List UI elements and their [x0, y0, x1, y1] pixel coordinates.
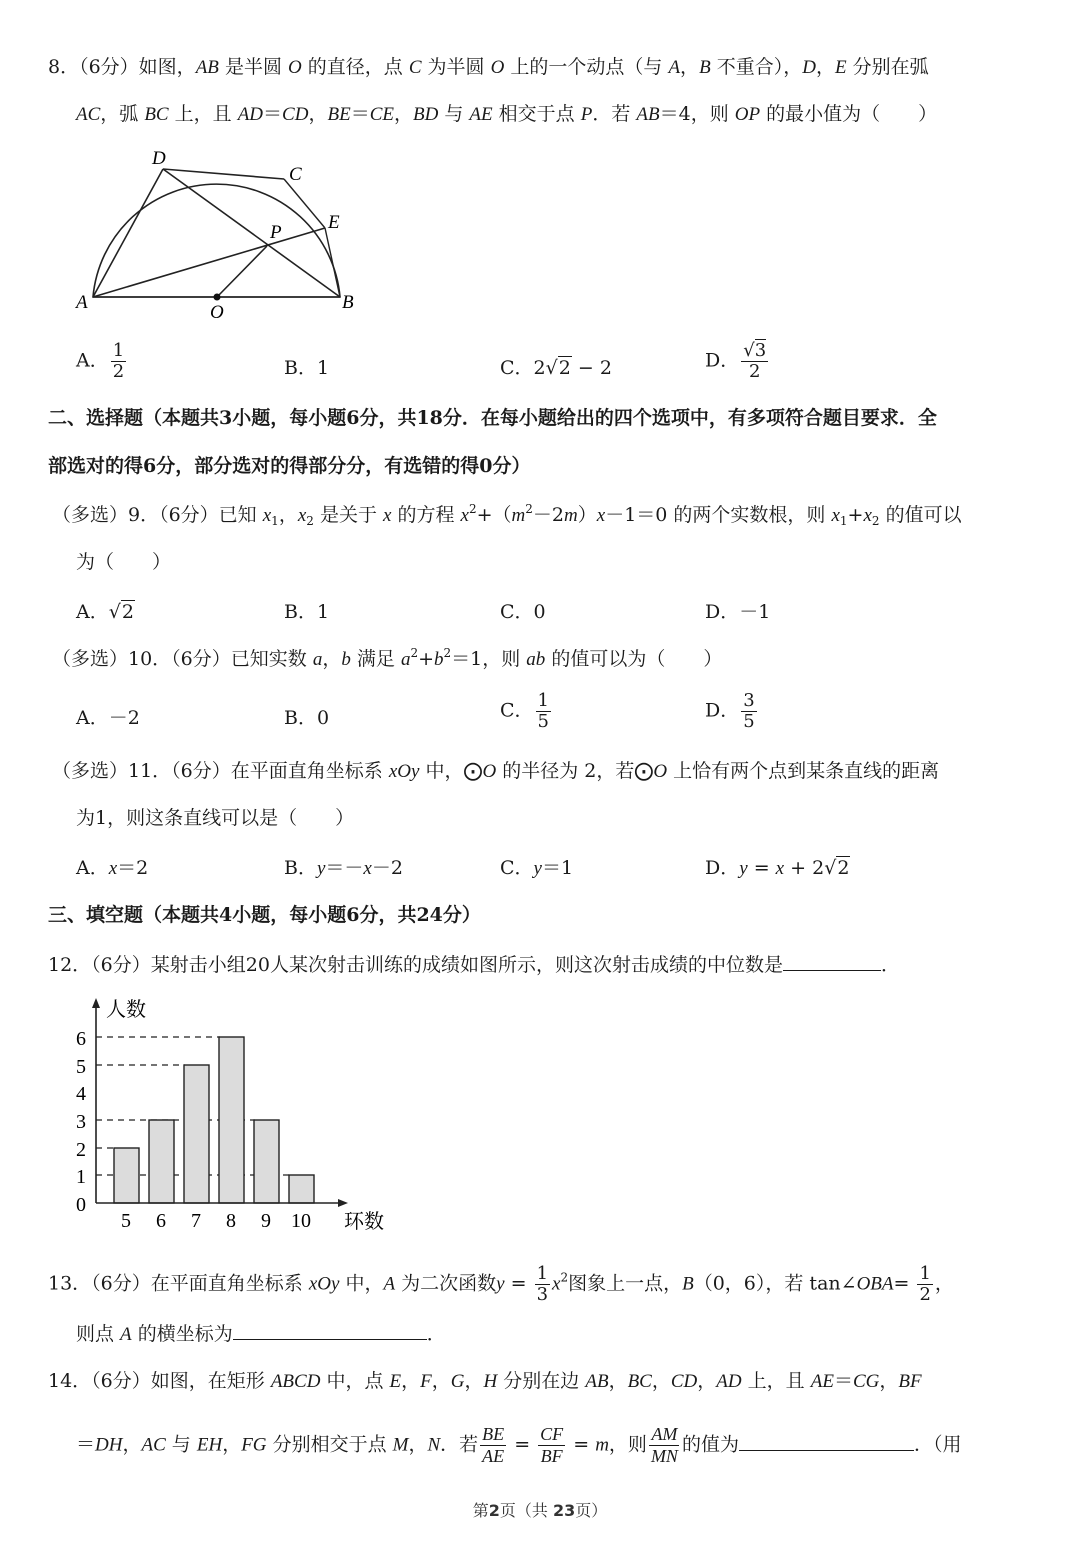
q14-answer-blank[interactable]	[739, 1430, 914, 1451]
q13-line1: 13．（6分）在平面直角坐标系 xOy 中，A 为二次函数y = $\frac{1}{3}$ $x^2$图象上一点，B（0，6），若 tan∠OBA= $\frac{1}{2}$ ，	[48, 1263, 954, 1305]
q9-option-a[interactable]: A．√2	[76, 601, 134, 623]
q13-line2: 则点 A 的横坐标为 ．	[76, 1319, 446, 1348]
bar-7	[184, 1065, 209, 1203]
svg-text:5: 5	[121, 1210, 131, 1232]
svg-text:2: 2	[76, 1139, 86, 1161]
q8-option-b[interactable]: B．1	[284, 357, 330, 379]
q11-option-c[interactable]: C．y＝1	[500, 857, 574, 879]
svg-text:1: 1	[76, 1166, 86, 1188]
q8-option-a[interactable]: A． $\frac{1}{2}$	[76, 340, 125, 382]
label-C: C	[289, 164, 302, 185]
bar-10	[289, 1175, 314, 1203]
bar-6	[149, 1120, 174, 1203]
bar-9	[254, 1120, 279, 1203]
section3-heading: 三、填空题（本题共4小题，每小题6分，共24分）	[48, 904, 481, 926]
page-footer: 第2页（共 23页）	[472, 1501, 608, 1520]
q8-semicircle-figure	[60, 140, 380, 330]
bar-5	[114, 1148, 139, 1203]
q10-option-b[interactable]: B．0	[284, 707, 330, 729]
q12-answer-blank[interactable]	[783, 950, 881, 971]
svg-text:10: 10	[291, 1210, 311, 1232]
label-E: E	[328, 212, 340, 233]
q11-line1: （多选）11．（6分）在平面直角坐标系 xOy 中，⨀O 的半径为 2，若⨀O 上恰有两个点到某条直线的距离	[52, 760, 940, 782]
q10-option-c[interactable]: C． $\frac{1}{5}$	[500, 690, 549, 732]
q10-option-a[interactable]: A．－2	[76, 707, 140, 729]
q12-bar-chart	[60, 990, 400, 1235]
q9-option-c[interactable]: C．0	[500, 601, 546, 623]
svg-text:9: 9	[261, 1210, 271, 1232]
q14-line1: 14．（6分）如图，在矩形 ABCD 中，点 E，F，G，H 分别在边 AB，BC，CD，AD 上，且 AE＝CG，BF	[48, 1370, 922, 1392]
svg-text:6: 6	[76, 1028, 86, 1050]
q12-line1: 12．（6分）某射击小组20人某次射击训练的成绩如图所示，则这次射击成绩的中位数是 ．	[48, 950, 900, 978]
svg-text:0: 0	[76, 1194, 86, 1216]
label-A: A	[76, 292, 88, 313]
bar-8	[219, 1037, 244, 1203]
q9-line2: 为（ ）	[76, 551, 172, 573]
svg-text:4: 4	[76, 1083, 86, 1105]
q10-line1: （多选）10．（6分）已知实数 a，b 满足 $a^2+b^2=1$，则 ab 的值可以为（ ）	[52, 646, 723, 670]
label-P: P	[270, 222, 282, 243]
svg-text:6: 6	[156, 1210, 166, 1232]
q11-line2: 为1，则这条直线可以是（ ）	[76, 807, 355, 829]
q8-line2: AC，弧 BC 上，且 AD＝CD，BE＝CE，BD 与 AE 相交于点 P．若 AB＝4，则 OP 的最小值为（ ）	[76, 103, 938, 125]
q14-line2: ＝DH，AC 与 EH，FG 分别相交于点 M，N．若 $\frac{BE}{AE}$ = $\frac{CF}{BF}$ = m，则 $\frac{AM}{MN}$ 的值为 ．（用	[76, 1424, 962, 1466]
q9-option-b[interactable]: B．1	[284, 601, 330, 623]
q11-option-b[interactable]: B．y＝－x－2	[284, 857, 403, 879]
q8-option-c[interactable]: C．2√2 − 2	[500, 357, 612, 379]
q9-option-d[interactable]: D．－1	[705, 601, 771, 623]
svg-text:7: 7	[191, 1210, 201, 1232]
q13-answer-blank[interactable]	[233, 1319, 427, 1340]
q11-option-d[interactable]: D．y = x + 2√2	[705, 857, 850, 879]
q8-option-d[interactable]: D． $\frac{√3}{2}$	[705, 340, 767, 382]
section2-heading-line1: 二、选择题（本题共3小题，每小题6分，共18分．在每小题给出的四个选项中，有多项符合题目要求．全	[48, 407, 937, 429]
q9-line1: （多选）9．（6分）已知 $x_1$，$x_2$ 是关于 x 的方程 $x^2+(m^2-2m)x-1=0$ 的两个实数根，则 $x_1+x_2$ 的值可以	[52, 502, 962, 528]
label-O: O	[210, 302, 224, 323]
q10-option-d[interactable]: D． $\frac{3}{5}$	[705, 690, 755, 732]
q11-option-a[interactable]: A．x＝2	[76, 857, 149, 879]
label-D: D	[152, 148, 166, 169]
svg-text:5: 5	[76, 1056, 86, 1078]
svg-text:3: 3	[76, 1111, 86, 1133]
y-axis-label: 人数	[106, 999, 146, 1021]
section2-heading-line2: 部选对的得6分，部分选对的得部分分，有选错的得0分）	[48, 455, 531, 477]
svg-text:8: 8	[226, 1210, 236, 1232]
x-axis-label: 环数	[344, 1211, 384, 1233]
label-B: B	[342, 292, 354, 313]
q8-line1: 8．（6分）如图，AB 是半圆 O 的直径，点 C 为半圆 O 上的一个动点（与 A，B 不重合），D，E 分别在弧	[48, 56, 929, 78]
